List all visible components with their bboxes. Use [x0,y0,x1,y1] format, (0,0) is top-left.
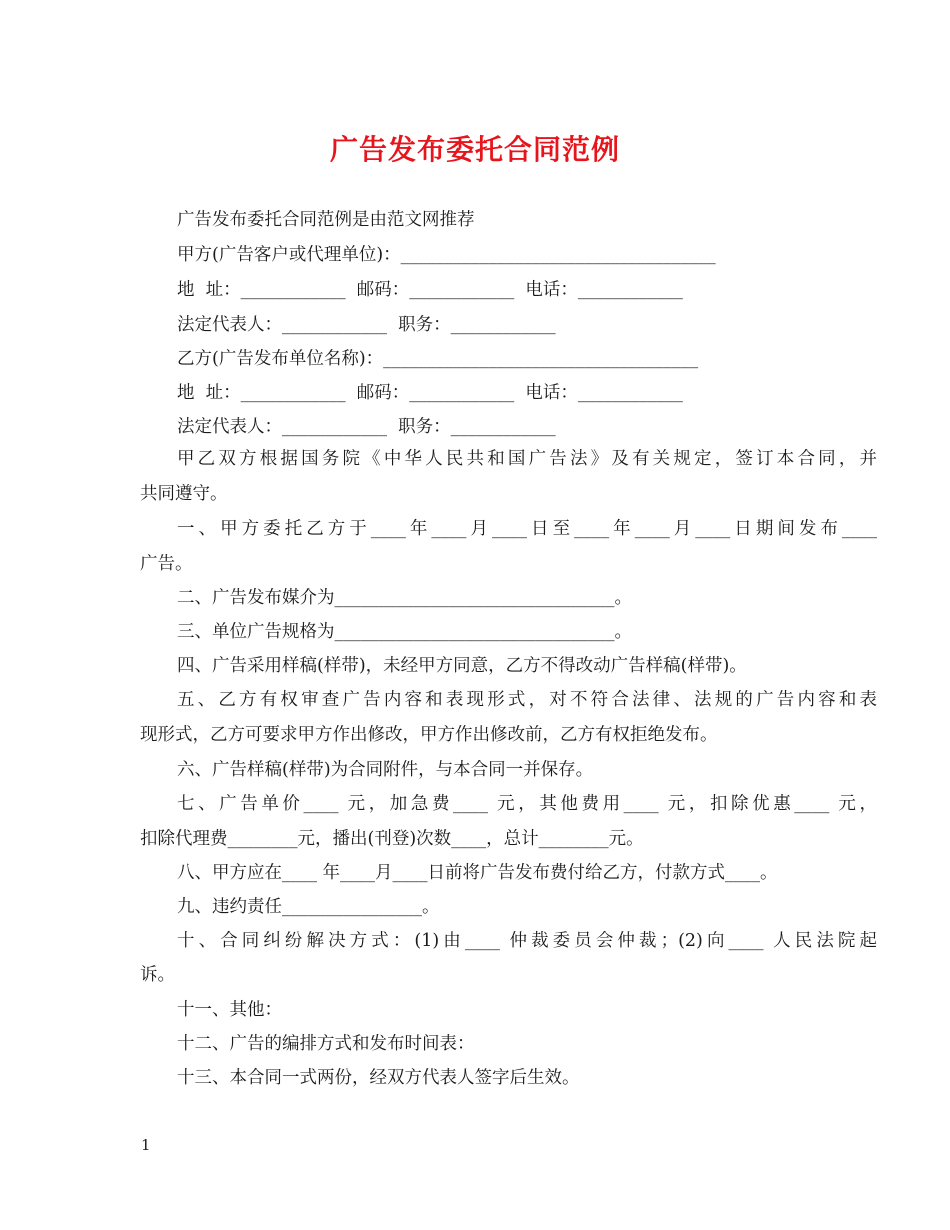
party-b-representative-line: 法定代表人：____________ 职务：____________ [177,417,556,437]
clause-10-line-1: 十、合同纠纷解决方式：(1)由____ 仲裁委员会仲裁；(2)向____ 人民法院起 [177,931,877,951]
clause-5-line-2: 现形式，乙方可要求甲方作出修改，甲方作出修改前，乙方有权拒绝发布。 [140,725,718,745]
party-a-address-line: 地 址：____________ 邮码：____________ 电话：____________ [177,280,683,300]
clause-3-line: 三、单位广告规格为________________________________。 [177,622,632,642]
party-b-line: 乙方(广告发布单位名称)：____________________________________ [177,349,699,369]
clause-6-line: 六、广告样稿(样带)为合同附件，与本合同一并保存。 [177,760,594,780]
clause-1-line-2: 广告。 [140,554,193,574]
preamble-line-1: 甲乙双方根据国务院《中华人民共和国广告法》及有关规定，签订本合同，并 [177,449,877,469]
party-a-representative-line: 法定代表人：____________ 职务：____________ [177,315,556,335]
clause-2-line: 二、广告发布媒介为________________________________。 [177,588,632,608]
clause-12-line: 十二、广告的编排方式和发布时间表： [177,1034,475,1054]
clause-8-line: 八、甲方应在____ 年____月____日前将广告发布费付给乙方，付款方式____。 [177,863,778,883]
clause-13-line: 十三、本合同一式两份，经双方代表人签字后生效。 [177,1068,580,1088]
clause-9-line: 九、违约责任________________。 [177,897,440,917]
preamble-line-2: 共同遵守。 [140,484,228,504]
document-title: 广告发布委托合同范例 [329,133,620,166]
clause-1-line-1: 一、甲方委托乙方于____年____月____日至____年____月____日期间发布____ [177,519,877,539]
clause-5-line-1: 五、乙方有权审查广告内容和表现形式，对不符合法律、法规的广告内容和表 [177,690,877,710]
party-a-line: 甲方(广告客户或代理单位)：____________________________________ [177,245,716,265]
clause-11-line: 十一、其他： [177,1000,282,1020]
clause-4-line: 四、广告采用样稿(样带)，未经甲方同意，乙方不得改动广告样稿(样带)。 [177,656,747,676]
intro-line: 广告发布委托合同范例是由范文网推荐 [177,210,475,230]
page-number: 1 [141,1136,151,1154]
clause-7-line-2: 扣除代理费________元，播出(刊登)次数____，总计________元。 [140,829,644,849]
clause-10-line-2: 诉。 [140,965,175,985]
party-b-address-line: 地 址：____________ 邮码：____________ 电话：____________ [177,383,683,403]
clause-7-line-1: 七、广告单价____ 元，加急费____ 元，其他费用____ 元，扣除优惠____ 元， [177,794,877,814]
